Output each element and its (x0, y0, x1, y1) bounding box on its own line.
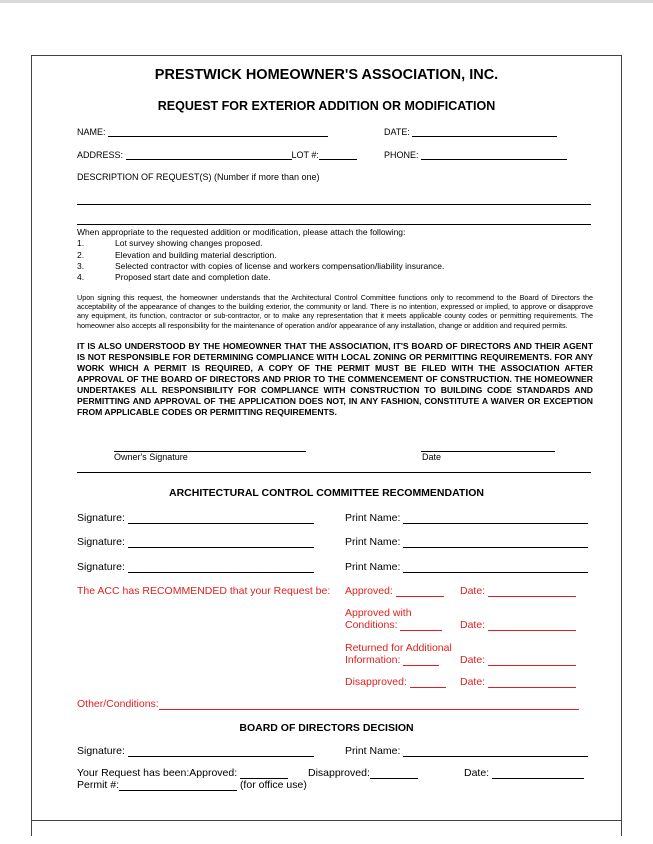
conditions-label: Conditions: (345, 619, 398, 631)
disapproved-label: Disapproved: (345, 676, 407, 688)
returned-input-line[interactable] (403, 665, 439, 666)
name-field[interactable] (77, 127, 328, 137)
signature-input-line[interactable] (128, 547, 314, 548)
lot-label: LOT #: (291, 150, 319, 160)
acc-recommended-label: The ACC has RECOMMENDED that your Request be: (77, 585, 331, 597)
board-decision-row (77, 767, 288, 779)
list-item: 3. Selected contractor with copies of license and workers compensation/liability insurance. (77, 261, 445, 271)
acc-print-name-field-1[interactable] (345, 512, 588, 524)
request-label: Your Request has been: (77, 767, 190, 779)
date-label: Date: (460, 654, 486, 666)
office-use-label: (for office use) (239, 779, 307, 791)
attachments-intro: When appropriate to the requested addition or modification, please attach the following: (77, 227, 406, 237)
lot-input-line[interactable] (319, 159, 357, 160)
acc-signature-field-2[interactable] (77, 536, 314, 548)
date-label: Date: (460, 676, 486, 688)
acc-disapproved-field[interactable] (345, 676, 446, 688)
acc-other-conditions-field[interactable] (77, 698, 579, 710)
board-approved-label: Approved: (189, 767, 238, 779)
print-name-label: Print Name: (345, 561, 401, 573)
disclaimer-bold-paragraph: IT IS ALSO UNDERSTOOD BY THE HOMEOWNER THAT THE ASSOCIATION, IT'S BOARD OF DIRECTORS AND THEIR AGENT IS NOT RESPONSIBLE FOR DETERMINING COMPLIANCE WITH LOCAL ZONING OR PERMITTING REQUIREMENTS. FOR ANY WORK WHICH A PERMIT IS REQUIRED, A COPY OF THE PERMIT MUST BE FILED WITH THE ASSOCIATION AFTER APPROVAL OF THE BOARD OF DIRECTORS AND PRIOR TO THE COMMENCEMENT OF CONSTRUCTION. THE HOMEOWNER UNDERTAKES ALL RESPONSIBILITY FOR COMPLIANCE WITH CONSTRUCTION TO BUILDING CODE STANDARDS AND PERMITTING AND APPROVAL OF THE APPLICATION DOES NOT, IN ANY FASHION, CONSTITUTE A WAIVER OR EXCEPTION FROM APPLICABLE CODES OR PERMITTING REQUIREMENTS. (77, 341, 593, 417)
date-input-line[interactable] (488, 596, 576, 597)
signature-label: Signature: (77, 745, 125, 757)
description-line-2[interactable] (77, 224, 591, 225)
permit-label: Permit #: (77, 779, 120, 791)
acc-heading: ARCHITECTURAL CONTROL COMMITTEE RECOMMENDATION (169, 487, 484, 499)
print-name-input-line[interactable] (403, 523, 588, 524)
board-date-input-line[interactable] (492, 778, 584, 779)
date-label: DATE: (384, 127, 410, 137)
acc-print-name-field-2[interactable] (345, 536, 588, 548)
section-divider (77, 472, 591, 473)
print-name-input-line[interactable] (403, 572, 588, 573)
print-name-input-line[interactable] (403, 547, 588, 548)
acc-returned-date-field[interactable] (460, 654, 576, 666)
phone-field[interactable] (384, 150, 567, 160)
permit-input-line[interactable] (119, 790, 237, 791)
date-input-line[interactable] (412, 136, 557, 137)
phone-input-line[interactable] (421, 159, 567, 160)
date-input-line[interactable] (488, 665, 576, 666)
name-label: NAME: (77, 127, 106, 137)
signature-label: Signature: (77, 536, 125, 548)
information-label: Information: (345, 654, 401, 666)
address-input-line[interactable] (126, 159, 292, 160)
acc-approved-conditions-field[interactable] (345, 619, 442, 631)
other-conditions-label: Other/Conditions: (77, 698, 159, 710)
approved-input-line[interactable] (396, 596, 444, 597)
description-line-1[interactable] (77, 204, 591, 205)
date-field[interactable] (384, 127, 557, 137)
name-input-line[interactable] (108, 136, 328, 137)
print-name-label: Print Name: (345, 745, 401, 757)
acc-signature-field-3[interactable] (77, 561, 314, 573)
owner-date-label: Date (422, 452, 442, 462)
acc-conditions-date-field[interactable] (460, 619, 576, 631)
board-signature-field[interactable] (77, 745, 314, 757)
date-input-line[interactable] (488, 630, 576, 631)
board-print-name-field[interactable] (345, 745, 588, 757)
date-label: Date: (460, 619, 486, 631)
approved-label: Approved: (345, 585, 393, 597)
signature-label: Signature: (77, 512, 125, 524)
disapproved-input-line[interactable] (410, 687, 446, 688)
board-date-field[interactable] (464, 767, 584, 779)
description-label: DESCRIPTION OF REQUEST(S) (Number if more than one) (77, 172, 320, 182)
returned-label-line1: Returned for Additional (345, 642, 452, 654)
address-field[interactable] (77, 150, 357, 160)
print-name-input-line[interactable] (403, 756, 588, 757)
viewer-top-bar (0, 0, 653, 3)
form-title: REQUEST FOR EXTERIOR ADDITION OR MODIFICATION (157, 99, 496, 113)
date-input-line[interactable] (488, 687, 576, 688)
association-title: PRESTWICK HOMEOWNER'S ASSOCIATION, INC. (154, 67, 499, 83)
board-date-label: Date: (464, 767, 490, 779)
signature-input-line[interactable] (128, 523, 314, 524)
owner-date-line[interactable] (421, 451, 555, 452)
list-item: 4. Proposed start date and completion date. (77, 272, 271, 282)
board-disapproved-input-line[interactable] (370, 778, 418, 779)
owner-signature-label: Owner's Signature (114, 452, 188, 462)
conditions-input-line[interactable] (400, 630, 442, 631)
board-heading: BOARD OF DIRECTORS DECISION (239, 722, 414, 734)
acc-returned-field[interactable] (345, 654, 439, 666)
print-name-label: Print Name: (345, 536, 401, 548)
acc-approved-date-field[interactable] (460, 585, 576, 597)
other-conditions-input-line[interactable] (159, 709, 579, 710)
acc-print-name-field-3[interactable] (345, 561, 588, 573)
board-disapproved-field[interactable] (308, 767, 418, 779)
permit-field[interactable] (77, 779, 307, 791)
print-name-label: Print Name: (345, 512, 401, 524)
disclaimer-paragraph: Upon signing this request, the homeowner understands that the Architectural Control Committee functions only to recommend to the Board of Directors the acceptability of the appearance of changes to the building exterior, the community or land. There is no intention, expressed or implied, to approve or disapprove any equipment, its function, contractor or sub-contractor, or to make any representation that it meets applicable county codes or permitting requirements. The homeowner also accepts all responsibility for the maintenance of operation and/or appearance of any installation, change or addition and required permits. (77, 293, 593, 330)
acc-approved-field[interactable] (345, 585, 444, 597)
date-label: Date: (460, 585, 486, 597)
board-disapproved-label: Disapproved: (308, 767, 370, 779)
acc-disapproved-date-field[interactable] (460, 676, 576, 688)
signature-label: Signature: (77, 561, 125, 573)
list-item: 2. Elevation and building material description. (77, 250, 277, 260)
address-label: ADDRESS: (77, 150, 124, 160)
approved-with-label-line1: Approved with (345, 607, 412, 619)
signature-input-line[interactable] (128, 756, 314, 757)
signature-input-line[interactable] (128, 572, 314, 573)
list-item: 1. Lot survey showing changes proposed. (77, 238, 263, 248)
phone-label: PHONE: (384, 150, 419, 160)
acc-signature-field-1[interactable] (77, 512, 314, 524)
form-border-bottom (31, 820, 622, 821)
